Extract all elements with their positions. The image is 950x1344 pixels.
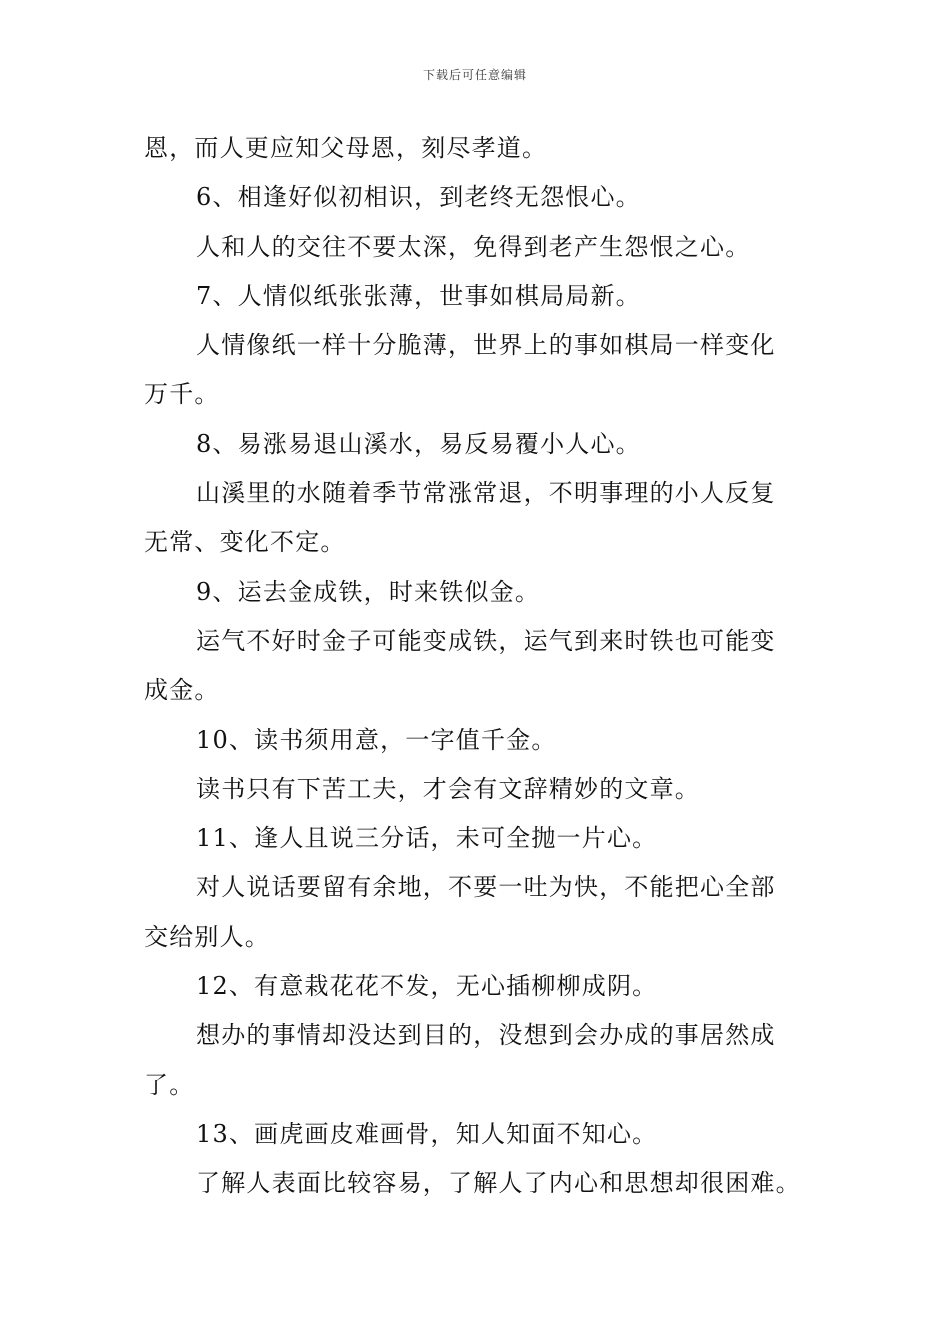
explanation-continuation-line: 交给别人。 (144, 922, 270, 951)
explanation-continuation-line: 万千。 (144, 380, 220, 409)
explanation-line: 运气不好时金子可能变成铁，运气到来时铁也可能变 (196, 626, 776, 655)
explanation-line: 人情像纸一样十分脆薄，世界上的事如棋局一样变化 (196, 331, 776, 360)
explanation-line: 读书只有下苦工夫，才会有文辞精妙的文章。 (196, 774, 700, 803)
explanation-line: 山溪里的水随着季节常涨常退，不明事理的小人反复 (196, 479, 776, 508)
proverb-line: 10、读书须用意，一字值千金。 (196, 725, 557, 754)
explanation-line: 人和人的交往不要太深，免得到老产生怨恨之心。 (196, 232, 751, 261)
explanation-line: 了解人表面比较容易，了解人了内心和思想却很困难。 (196, 1169, 801, 1198)
proverb-line: 13、画虎画皮难画骨，知人知面不知心。 (196, 1119, 658, 1148)
proverb-line: 7、人情似纸张张薄，世事如棋局局新。 (196, 281, 641, 310)
text-line: 恩，而人更应知父母恩，刻尽孝道。 (144, 134, 548, 162)
page-header: 下载后可任意编辑 (422, 68, 527, 82)
explanation-continuation-line: 无常、变化不定。 (144, 528, 346, 557)
proverb-line: 12、有意栽花花不发，无心插柳柳成阴。 (196, 972, 658, 1001)
proverb-line: 9、运去金成铁，时来铁似金。 (196, 577, 541, 606)
proverb-line: 8、易涨易退山溪水，易反易覆小人心。 (196, 429, 641, 458)
explanation-line: 想办的事情却没达到目的，没想到会办成的事居然成 (196, 1021, 776, 1050)
explanation-line: 对人说话要留有余地，不要一吐为快，不能把心全部 (196, 873, 776, 902)
explanation-continuation-line: 成金。 (144, 676, 220, 705)
proverb-line: 11、逢人且说三分话，未可全抛一片心。 (196, 824, 658, 853)
explanation-continuation-line: 了。 (144, 1070, 195, 1099)
document-body (144, 124, 808, 1209)
proverb-line: 6、相逢好似初相识，到老终无怨恨心。 (196, 183, 641, 212)
